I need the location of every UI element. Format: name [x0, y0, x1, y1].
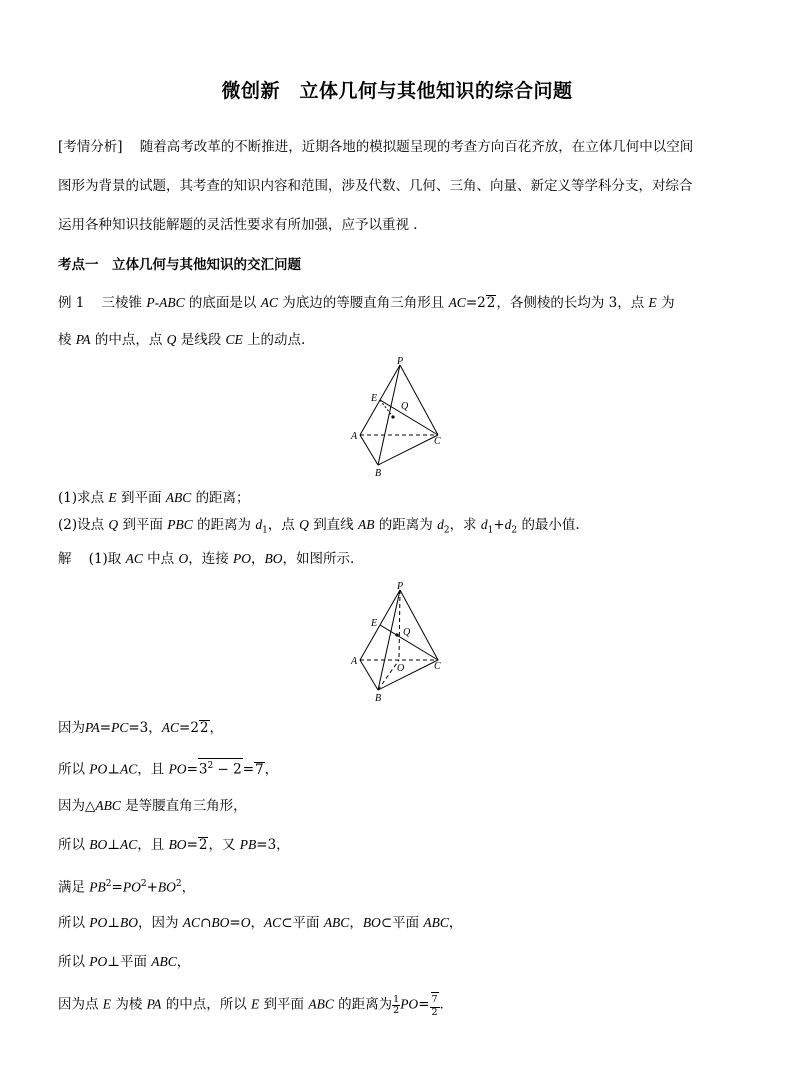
solution-line-7: 所以 PO⊥BO，因为 AC∩BO=O，AC⊂平面 ABC，BO⊂平面 ABC，: [58, 915, 463, 931]
intro-label: [考情分析]: [58, 139, 123, 155]
point-q-1: [391, 415, 394, 418]
solution-line-6: 满足 $PB^2=PO^2+BO^2$，: [58, 879, 196, 896]
example-line-2: 棱 PA 的中点，点 Q 是线段 CE 上的动点.: [58, 332, 306, 348]
intro-text-1: 随着高考改革的不断推进，近期各地的模拟题呈现的考查方向百花齐放，在立体几何中以空间: [139, 139, 694, 155]
label-c-1: C: [434, 436, 441, 447]
solution-line-1: 解 (1)取 AC 中点 O，连接 PO，BO，如图所示.: [58, 551, 355, 567]
label-e-2: E: [371, 618, 378, 629]
solution-line-5: 所以 BO⊥AC，且 BO=2，又 PB=3，: [58, 837, 290, 853]
solution-line-2: 因为PA=PC=3，AC=22，: [58, 720, 224, 736]
intro-line-1: [58, 138, 693, 156]
pyramid-name: P-ABC: [146, 295, 185, 310]
point-q-2: [395, 633, 398, 636]
intro-line-2: 图形为背景的试题，其考查的知识内容和范围，涉及代数、几何、三角、向量、新定义等学科分支，对综合: [58, 178, 693, 194]
label-a-2: A: [351, 656, 358, 667]
label-b-2: B: [375, 693, 382, 704]
label-a-1: A: [351, 431, 358, 442]
section-heading: 考点一 立体几何与其他知识的交汇问题: [58, 257, 301, 273]
solution-line-4: 因为△ABC 是等腰直角三角形，: [58, 798, 247, 814]
label-q-1: Q: [401, 401, 409, 412]
intro-line-3: 运用各种知识技能解题的灵活性要求有所加强，应予以重视 .: [58, 217, 418, 233]
page-title: 微创新 立体几何与其他知识的综合问题: [221, 80, 573, 102]
solution-line-8: 所以 PO⊥平面 ABC，: [58, 954, 191, 970]
label-c-2: C: [434, 661, 441, 672]
solution-label: 解: [58, 551, 72, 567]
question-2: (2)设点 Q 到平面 PBC 的距离为 $d_1$，点 Q 到直线 AB 的距离为 $d_2$，求 $d_1+d_2$ 的最小值.: [58, 517, 580, 536]
question-1: (1)求点 E 到平面 ABC 的距离；: [58, 490, 250, 506]
label-b-1: B: [375, 468, 382, 479]
solution-line-9: 因为点 E 为棱 PA 的中点，所以 E 到平面 ABC 的距离为 $\frac{1}{2}$ PO= $\frac{7}{2}$ .: [58, 993, 444, 1018]
label-q-2: Q: [403, 627, 411, 638]
pyramid-figure-1: [345, 355, 455, 480]
pyramid-figure-2: [345, 580, 455, 705]
label-p-1: P: [397, 356, 404, 367]
example-line-1: 例 1 三棱锥 P-ABC 的底面是以 AC 为底边的等腰直角三角形且 AC=22，各侧棱的长均为 3，点 E 为: [58, 295, 675, 311]
label-o-2: O: [397, 663, 405, 674]
label-e-1: E: [371, 393, 378, 404]
label-p-2: P: [397, 581, 404, 592]
example-label: 例 1: [58, 295, 85, 311]
solution-line-3: 所以 PO⊥AC，且 $PO=3^2 - 2=7$，: [58, 758, 278, 779]
